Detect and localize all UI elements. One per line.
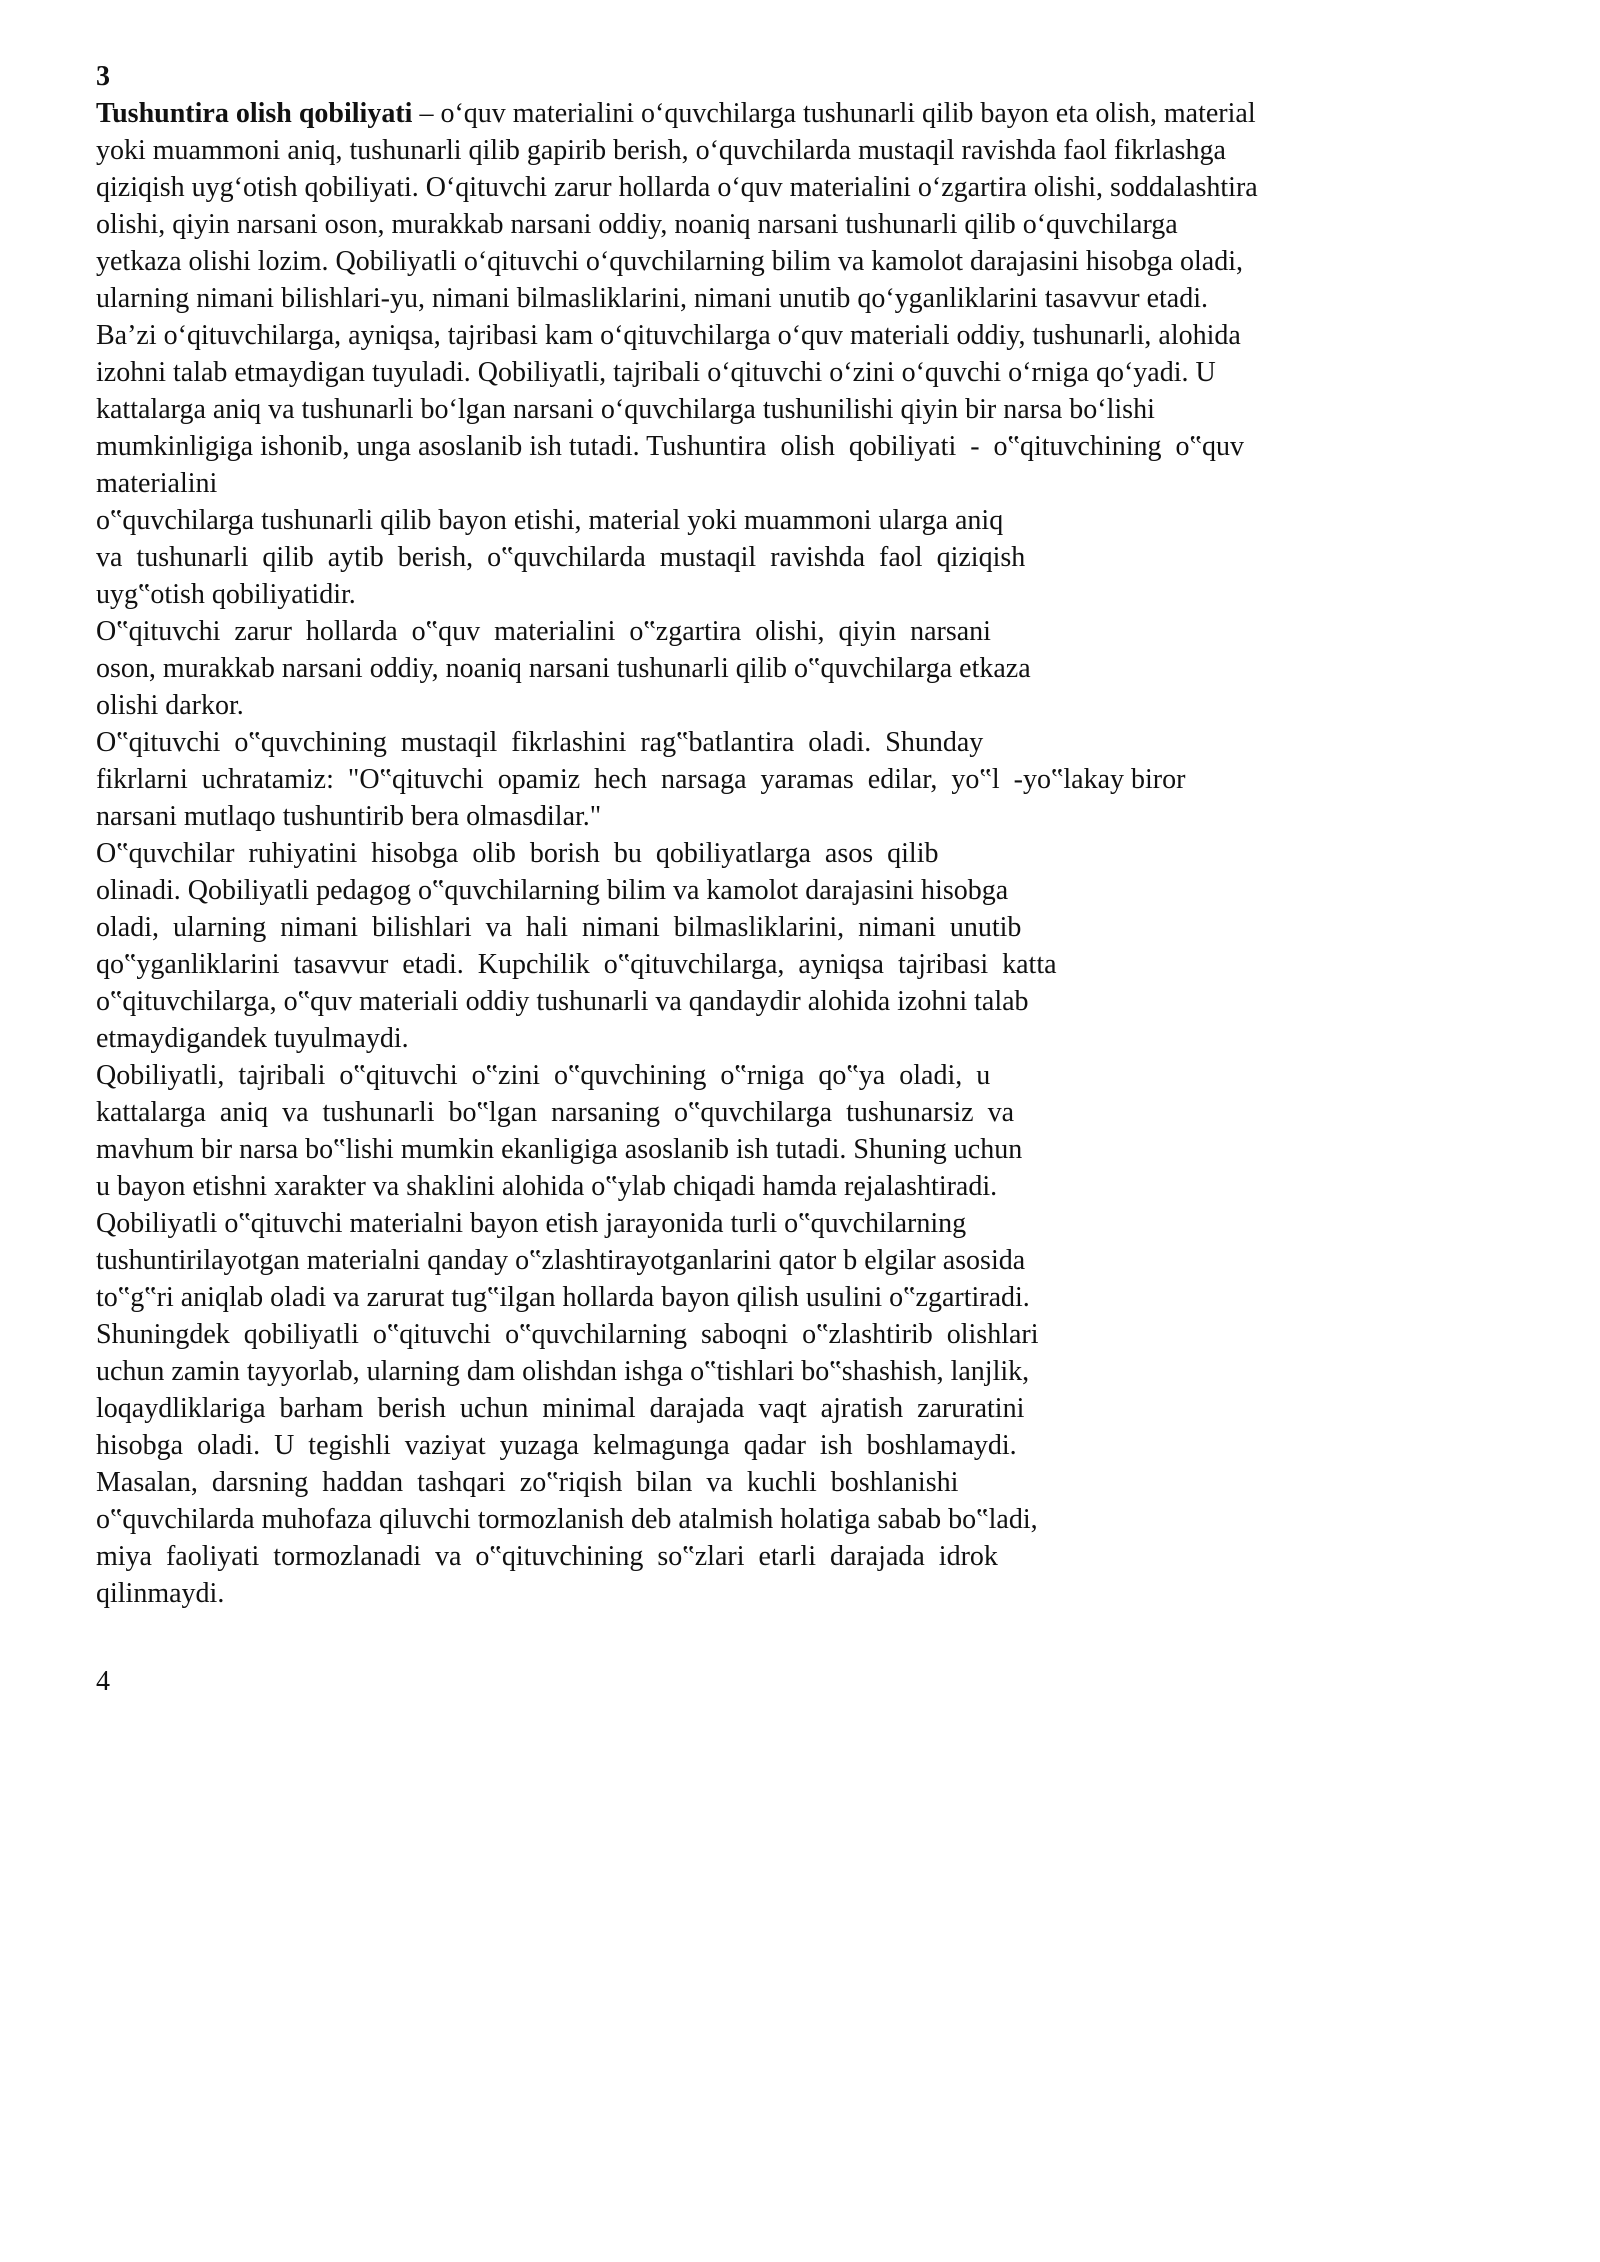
page-number-bottom: 4 — [96, 1666, 110, 1697]
paragraph-line — [96, 95, 1256, 132]
paragraph-line: miya faoliyati tormozlanadi va o‟qituvchining so‟zlari etarli darajada idrok — [96, 1541, 998, 1572]
paragraph-line: Masalan, darsning haddan tashqari zo‟riqish bilan va kuchli boshlanishi — [96, 1467, 959, 1498]
paragraph-line: o‟quvchilarda muhofaza qiluvchi tormozlanish deb atalmish holatiga sabab bo‟ladi, — [96, 1504, 1038, 1535]
paragraph-line: uyg‟otish qobiliyatidir. — [96, 579, 356, 610]
paragraph-line: Qobiliyatli, tajribali o‟qituvchi o‟zini o‟quvchining o‟rniga qo‟ya oladi, u — [96, 1060, 991, 1091]
paragraph-line: uchun zamin tayyorlab, ularning dam olishdan ishga o‟tishlari bo‟shashish, lanjlik, — [96, 1356, 1030, 1387]
paragraph-line: yoki muammoni aniq, tushunarli qilib gapirib berish, o‘quvchilarda mustaqil ravishda faol fikrlashga — [96, 135, 1226, 166]
paragraph-line: olinadi. Qobiliyatli pedagog o‟quvchilarning bilim va kamolot darajasini hisobga — [96, 875, 1009, 906]
paragraph-line: va tushunarli qilib aytib berish, o‟quvchilarda mustaqil ravishda faol qiziqish — [96, 542, 1026, 573]
paragraph-line: o‟quvchilarga tushunarli qilib bayon etishi, material yoki muammoni ularga aniq — [96, 505, 1004, 536]
paragraph-line: olishi, qiyin narsani oson, murakkab narsani oddiy, noaniq narsani tushunarli qilib o‘quvchilarga — [96, 209, 1178, 240]
paragraph-line: ularning nimani bilishlari-yu, nimani bilmasliklarini, nimani unutib qo‘yganliklarini tasavvur etadi. — [96, 283, 1209, 314]
line-text: – o‘quv materialini o‘quvchilarga tushunarli qilib bayon eta olish, material — [412, 98, 1256, 129]
paragraph-line: olishi darkor. — [96, 690, 244, 721]
paragraph-line: hisobga oladi. U tegishli vaziyat yuzaga kelmagunga qadar ish boshlamaydi. — [96, 1430, 1017, 1461]
paragraph-line: mumkinligiga ishonib, unga asoslanib ish tutadi. Tushuntira olish qobiliyati - o‟qituvchining o‟quv — [96, 431, 1244, 462]
paragraph-line: oladi, ularning nimani bilishlari va hali nimani bilmasliklarini, nimani unutib — [96, 912, 1022, 943]
paragraph-line: tushuntirilayotgan materialni qanday o‟zlashtirayotganlarini qator b elgilar asosida — [96, 1245, 1026, 1276]
paragraph-line: oson, murakkab narsani oddiy, noaniq narsani tushunarli qilib o‟quvchilarga etkaza — [96, 653, 1031, 684]
page-number-top: 3 — [96, 61, 110, 92]
heading-term: Tushuntira olish qobiliyati — [96, 98, 413, 129]
paragraph-line: Ba’zi o‘qituvchilarga, ayniqsa, tajribasi kam o‘qituvchilarga o‘quv materiali oddiy, tushunarli, alohida — [96, 320, 1241, 351]
paragraph-line: fikrlarni uchratamiz: "O‟qituvchi opamiz hech narsaga yaramas edilar, yo‟l -yo‟lakay biror — [96, 764, 1186, 795]
paragraph-line: Qobiliyatli o‟qituvchi materialni bayon etish jarayonida turli o‟quvchilarning — [96, 1208, 967, 1239]
paragraph-line: u bayon etishni xarakter va shaklini alohida o‟ylab chiqadi hamda rejalashtiradi. — [96, 1171, 998, 1202]
paragraph-line: loqaydliklariga barham berish uchun minimal darajada vaqt ajratish zaruratini — [96, 1393, 1025, 1424]
paragraph-line: yetkaza olishi lozim. Qobiliyatli o‘qituvchi o‘quvchilarning bilim va kamolot darajasini hisobga oladi, — [96, 246, 1243, 277]
paragraph-line: izohni talab etmaydigan tuyuladi. Qobiliyatli, tajribali o‘qituvchi o‘zini o‘quvchi o‘rniga qo‘yadi. U — [96, 357, 1216, 388]
paragraph-line: o‟qituvchilarga, o‟quv materiali oddiy tushunarli va qandaydir alohida izohni talab — [96, 986, 1029, 1017]
paragraph-line: Shuningdek qobiliyatli o‟qituvchi o‟quvchilarning saboqni o‟zlashtirib olishlari — [96, 1319, 1039, 1350]
paragraph-line: mavhum bir narsa bo‟lishi mumkin ekanligiga asoslanib ish tutadi. Shuning uchun — [96, 1134, 1023, 1165]
paragraph-line: materialini — [96, 468, 218, 499]
paragraph-line: qiziqish uyg‘otish qobiliyati. O‘qituvchi zarur hollarda o‘quv materialini o‘zgartira olishi, soddalashtira — [96, 172, 1258, 203]
paragraph-line: kattalarga aniq va tushunarli bo‟lgan narsaning o‟quvchilarga tushunarsiz va — [96, 1097, 1015, 1128]
paragraph-line: kattalarga aniq va tushunarli bo‘lgan narsani o‘quvchilarga tushunilishi qiyin bir narsa bo‘lishi — [96, 394, 1155, 425]
paragraph-line: to‟g‟ri aniqlab oladi va zarurat tug‟ilgan hollarda bayon qilish usulini o‟zgartiradi. — [96, 1282, 1030, 1313]
paragraph-line: qilinmaydi. — [96, 1578, 225, 1609]
paragraph-line: O‟qituvchi zarur hollarda o‟quv materialini o‟zgartira olishi, qiyin narsani — [96, 616, 991, 647]
paragraph-line: qo‟yganliklarini tasavvur etadi. Kupchilik o‟qituvchilarga, ayniqsa tajribasi katta — [96, 949, 1057, 980]
paragraph-line: narsani mutlaqo tushuntirib bera olmasdilar." — [96, 801, 602, 832]
paragraph-line: etmaydigandek tuyulmaydi. — [96, 1023, 409, 1054]
paragraph-line: O‟qituvchi o‟quvchining mustaqil fikrlashini rag‟batlantira oladi. Shunday — [96, 727, 984, 758]
paragraph-line: O‟quvchilar ruhiyatini hisobga olib borish bu qobiliyatlarga asos qilib — [96, 838, 939, 869]
